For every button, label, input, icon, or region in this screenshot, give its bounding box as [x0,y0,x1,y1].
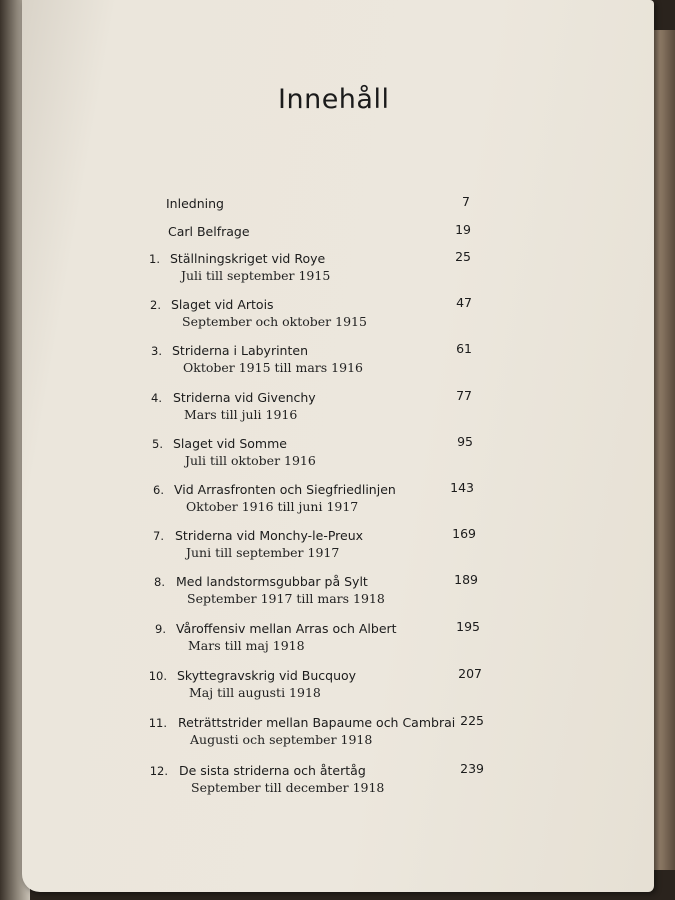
page-number: 77 [456,388,472,403]
page-number: 207 [458,666,482,681]
chapter-number: 5. [152,437,163,451]
chapter-title: Slaget vid Somme [173,436,287,451]
chapter-number: 9. [155,622,166,636]
chapter-title: Ställningskriget vid Roye [170,251,326,266]
chapter-number: 4. [151,391,162,405]
page-number: 225 [460,713,484,728]
toc-entry [0,436,675,480]
chapter-dates: Oktober 1915 till mars 1916 [183,360,363,375]
chapter-dates: Mars till maj 1918 [188,638,305,653]
chapter-dates: Oktober 1916 till juni 1917 [186,499,359,514]
chapter-dates: September och oktober 1915 [182,314,367,329]
page-number: 47 [456,295,472,310]
chapter-dates: Maj till augusti 1918 [189,685,321,700]
toc-entry [0,715,675,759]
toc-entry [0,763,675,807]
chapter-number: 7. [153,529,164,543]
page-number: 95 [457,434,473,449]
chapter-dates: Juni till september 1917 [186,545,340,560]
page-number: 61 [456,341,472,356]
chapter-dates: Juli till september 1915 [181,268,331,283]
chapter-number: 11. [148,716,167,730]
chapter-number: 2. [150,298,161,312]
chapter-dates: September till december 1918 [191,780,385,795]
chapter-dates: September 1917 till mars 1918 [187,591,385,606]
toc-entry [0,251,675,295]
chapter-number: 1. [149,252,160,266]
page-number: 19 [455,222,471,237]
toc-entry [0,574,675,618]
page-number: 195 [456,619,480,634]
page-number: 189 [454,572,478,587]
chapter-dates: Mars till juli 1916 [184,407,298,422]
page-number: 143 [450,480,474,495]
chapter-number: 3. [151,344,162,358]
chapter-dates: Augusti och september 1918 [190,732,373,747]
toc-entry [0,343,675,387]
toc-entry [0,621,675,665]
page-number: 7 [462,194,470,209]
chapter-number: 6. [153,483,164,497]
chapter-title: De sista striderna och återtåg [179,763,366,778]
page-title: Innehåll [278,84,390,115]
chapter-title: Med landstormsgubbar på Sylt [176,574,368,589]
chapter-title: Inledning [166,196,224,211]
chapter-title: Carl Belfrage [168,224,250,239]
page-number: 169 [452,526,476,541]
chapter-number: 12. [149,764,168,778]
chapter-title: Striderna vid Monchy-le-Preux [175,528,364,543]
chapter-dates: Juli till oktober 1916 [185,453,316,468]
toc-entry [0,297,675,341]
chapter-title: Slaget vid Artois [171,297,274,312]
chapter-title: Våroffensiv mellan Arras och Albert [176,621,397,636]
chapter-number: 10. [148,669,167,683]
chapter-title: Striderna i Labyrinten [172,343,308,358]
page-number: 25 [455,249,471,264]
toc-entry [0,528,675,572]
chapter-title: Skyttegravskrig vid Bucquoy [177,668,357,683]
chapter-title: Reträttstrider mellan Bapaume och Cambrai [178,715,456,730]
chapter-title: Vid Arrasfronten och Siegfriedlinjen [174,482,396,497]
chapter-title: Striderna vid Givenchy [173,390,316,405]
toc-entry [0,482,675,526]
chapter-number: 8. [154,575,165,589]
toc-entry [0,390,675,434]
toc-entry [0,668,675,712]
page-number: 239 [460,761,484,776]
